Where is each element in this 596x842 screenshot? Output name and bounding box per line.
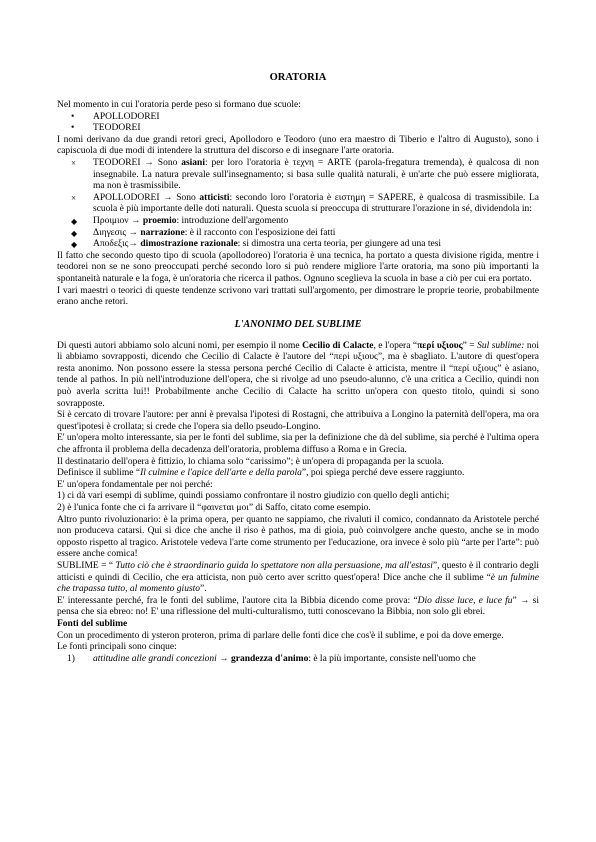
paragraph: 2) è l'unica fonte che ci fa arrivare il “φαινεται μοι” di Saffo, citato come esempio. <box>57 503 371 513</box>
paragraph: E' interessante perché, fra le fonti del sublime, l'autore cita la Bibbia dicendo come prova: “Dio disse luce, e luce fu” → si pensa che sia ebreo: no! E' una riflessione del multi-culturalismo, tutti conoscevano la Bibbia, non solo gli ebrei. <box>57 595 539 618</box>
document-body <box>57 72 539 665</box>
list-item-apollodorei: × APOLLODOREI → Sono atticisti: secondo loro l'oratoria è ειστημη = SAPERE, è qualcosa di trasmissibile. La scuola è più importante delle doti naturali. Questa scuola si preoccupa di strutturare l'orazione in sé, dividendola in: <box>57 193 539 216</box>
paragraph: E' un'opera fondamentale per noi perché: <box>57 479 213 490</box>
section-heading: Fonti del sublime <box>57 618 128 629</box>
schools-list <box>57 112 539 135</box>
paragraph: Le fonti principali sono cinque: <box>57 642 177 653</box>
paragraph: Di questi autori abbiamo solo alcuni nomi, per esempio il nome Cecilio di Calacte, e l'opera “περί υξιους” = Sul sublime: noi li abbiamo sovrapposti, dicendo che Cecilio di Calacte è l'autore del “περί υξιους”, ma è sbagliato. L'autore di quest'opera resta anonimo. Non possono essere la stessa persona perché Cecilio di Calacte è atticista, mentre il “περί υξιους” è asiano, tende al pathos. In più nell'introduzione dell'opera, che si rivolge ad uno pseudo-alunno, c'è una critica a Cecilio, quindi non può averla scritta lui!! Probabilmente anche Cecilio di Calacte ha scritto un'opera con questo titolo, quindi si sono sovrapposte. <box>57 340 540 409</box>
diamond-bullet-icon <box>71 239 77 252</box>
list-item: ◆ Διηγεσις → narrazione: è il racconto con l'esposizione dei fatti <box>57 228 539 240</box>
list-number: 1) <box>67 653 75 664</box>
list-item: 1) attitudine alle grandi concezioni → grandezza d'animo: è la più importante, consiste nell'uomo che <box>67 653 476 664</box>
bullet-icon <box>71 112 74 124</box>
list-item: ◆ Αποδεξις→ dimostrazione razionale: si dimostra una certa teoria, per giungere ad una tesi <box>57 239 539 251</box>
list-item-teodorei: × TEODOREI → Sono asiani: per loro l'oratoria è τεχνη = ARTE (parola-fregatura tremenda), è qualcosa di non insegnabile. La natura prevale sull'insegnamento; si basa sulle qualità naturali, è un'arte che può essere migliorata, ma non è trasmissibile. <box>57 158 539 193</box>
section-title: L'ANONIMO DEL SUBLIME <box>234 318 362 330</box>
list-item: • TEODOREI <box>57 123 539 135</box>
cross-bullet-icon <box>71 193 76 206</box>
paragraph: E' un'opera molto interessante, sia per le fonti del sublime, sia per la definizione che dà del sublime, sia perché è l'ultima opera che affronta il problema della decadenza dell'oratoria, problema diffuso a Roma e in Grecia. <box>57 433 539 456</box>
oration-parts-list <box>57 216 539 251</box>
paragraph: I vari maestri o teorici di queste tendenze scrivono vari trattati sull'argomento, per dimostrare le proprie teorie, probabilmente erano anche retori. <box>57 285 539 308</box>
sources-list <box>57 654 539 666</box>
list-item: ◆ Προιμιον → proemio: introduzione dell'argomento <box>57 216 539 228</box>
cross-bullet-icon <box>71 158 76 171</box>
list-item: • APOLLODOREI <box>57 112 539 124</box>
intro-paragraph: Nel momento in cui l'oratoria perde peso si formano due scuole: <box>57 100 301 110</box>
paragraph: Con un procedimento di ysteron proteron, prima di parlare delle fonti dice che cos'è il sublime, e poi da dove emerge. <box>57 630 504 641</box>
paragraph: Definisce il sublime “Il culmine e l'apice dell'arte e della parola”, poi spiega perché deve essere raggiunto. <box>57 468 465 479</box>
paragraph: 1) ci dà vari esempi di sublime, quindi possiamo confrontare il nostro giudizio con quello degli antichi; <box>57 491 450 502</box>
bullet-icon <box>71 123 74 135</box>
paragraph: SUBLIME = “ Tutto ciò che è straordinario guida lo spettatore non alla persuasione, ma all'estasi”, questo è il contrario degli atticisti e quindi di Cecilio, che era atticista, non può certo aver scritto quest'opera! Dice anche che il sublime “è un fulmine che trapassa tutto, al momento giusto”. <box>57 560 539 595</box>
page-title: ORATORIA <box>269 72 327 83</box>
paragraph: Il fatto che secondo questo tipo di scuola (apollodoreo) l'oratoria è una tecnica, ha portato a questa divisione rigida, mentre i teodorei non se ne sono preoccupati perché secondo loro si può rendere migliore l'arte oratoria, ma sono più importanti la spontaneità naturale e la foga, è un'oratoria che ricerca il pathos. Ognuno sceglieva la scuola in base a ciò per cui era portato. <box>57 250 539 284</box>
paragraph: Il destinatario dell'opera è fittizio, lo chiama solo “carissimo”; è un'opera di propaganda per la scuola. <box>57 456 444 467</box>
paragraph: Altro punto rivoluzionario: è la prima opera, per quanto ne sappiamo, che rivaluti il comico, condannato da Aristotele perché non produceva catarsi. Qui si dice che anche il riso è pathos, ma di gioia, può coinvolgere anche questo, anche se in modo opposto rispetto al tragico. Aristotele vedeva l'arte come strumento per l'educazione, ora invece è solo più “arte per l'arte”: può essere anche comica! <box>57 514 539 560</box>
schools-detail-list <box>57 158 539 216</box>
paragraph: I nomi derivano da due grandi retori greci, Apollodoro e Teodoro (uno era maestro di Tiberio e l'altro di Augusto), sono i capiscuola di due modi di intendere la struttura del discorso e di insegnare l'arte oratoria. <box>57 134 539 157</box>
paragraph: Si è cercato di trovare l'autore: per anni è prevalsa l'ipotesi di Rostagni, che attribuiva a Longino la paternità dell'opera, ma ora quest'ipotesi è crollata; si crede che l'opera sia dello pseudo-Longino. <box>57 410 539 432</box>
